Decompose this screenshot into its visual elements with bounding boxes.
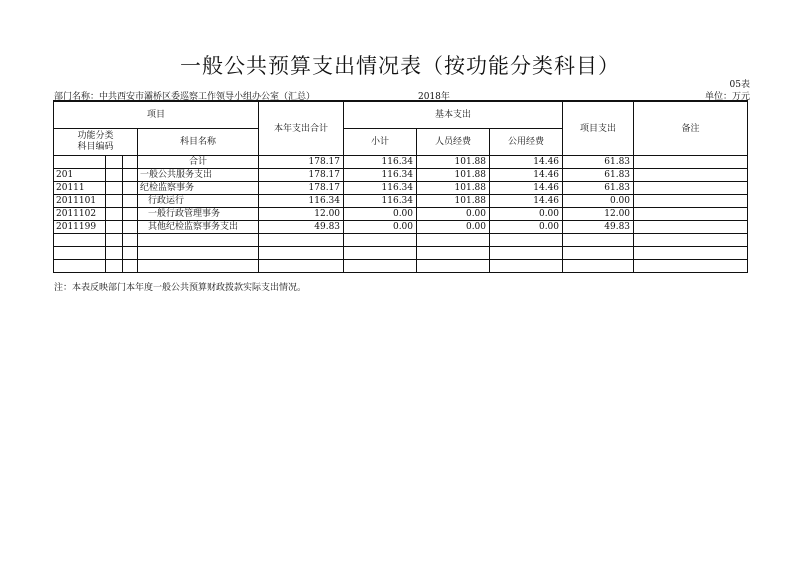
cell-spacer xyxy=(106,221,123,234)
cell-spacer xyxy=(106,234,123,247)
cell-spacer xyxy=(123,156,138,169)
expenditure-table xyxy=(53,100,748,273)
cell-public: 14.46 xyxy=(490,156,563,169)
table-row xyxy=(54,208,748,221)
cell-public: 0.00 xyxy=(490,208,563,221)
cell-spacer xyxy=(106,195,123,208)
cell-name xyxy=(138,260,259,273)
cell-project: 61.83 xyxy=(563,156,634,169)
cell-spacer xyxy=(123,234,138,247)
cell-code xyxy=(54,234,106,247)
cell-name xyxy=(138,234,259,247)
table-row xyxy=(54,156,748,169)
cell-project xyxy=(563,260,634,273)
header-subject-name: 科目名称 xyxy=(138,129,259,156)
table-row xyxy=(54,169,748,182)
cell-name: 其他纪检监察事务支出 xyxy=(138,221,259,234)
table-row xyxy=(54,221,748,234)
cell-subtotal xyxy=(344,260,417,273)
page-title: 一般公共预算支出情况表（按功能分类科目） xyxy=(180,54,620,78)
cell-project: 12.00 xyxy=(563,208,634,221)
cell-subtotal xyxy=(344,234,417,247)
cell-personnel: 101.88 xyxy=(417,156,490,169)
header-total: 本年支出合计 xyxy=(259,101,344,156)
cell-subtotal: 116.34 xyxy=(344,156,417,169)
cell-name: 行政运行 xyxy=(138,195,259,208)
table-row xyxy=(54,260,748,273)
cell-personnel: 101.88 xyxy=(417,195,490,208)
cell-spacer xyxy=(123,247,138,260)
cell-code: 20111 xyxy=(54,182,106,195)
header-func-code-line1: 功能分类 xyxy=(77,131,114,141)
header-basic: 基本支出 xyxy=(344,101,563,129)
department-name: 部门名称：中共西安市灞桥区委巡察工作领导小组办公室（汇总） xyxy=(54,92,316,102)
header-personnel: 人员经费 xyxy=(417,129,490,156)
cell-project xyxy=(563,234,634,247)
cell-code: 2011102 xyxy=(54,208,106,221)
cell-personnel xyxy=(417,247,490,260)
cell-public xyxy=(490,260,563,273)
cell-project: 61.83 xyxy=(563,182,634,195)
cell-subtotal: 0.00 xyxy=(344,221,417,234)
header-public: 公用经费 xyxy=(490,129,563,156)
cell-spacer xyxy=(123,260,138,273)
cell-code xyxy=(54,247,106,260)
cell-total: 178.17 xyxy=(259,169,344,182)
cell-public xyxy=(490,247,563,260)
cell-subtotal xyxy=(344,247,417,260)
cell-spacer xyxy=(106,182,123,195)
cell-remark xyxy=(634,156,748,169)
cell-code xyxy=(54,260,106,273)
cell-name: 一般公共服务支出 xyxy=(138,169,259,182)
header-func-code-line2: 科目编码 xyxy=(77,142,114,152)
cell-name xyxy=(138,247,259,260)
currency-unit: 单位：万元 xyxy=(704,92,750,102)
cell-remark xyxy=(634,208,748,221)
cell-total: 178.17 xyxy=(259,156,344,169)
cell-subtotal: 116.34 xyxy=(344,182,417,195)
header-subtotal: 小计 xyxy=(344,129,417,156)
cell-public: 0.00 xyxy=(490,221,563,234)
cell-name: 纪检监察事务 xyxy=(138,182,259,195)
cell-public: 14.46 xyxy=(490,195,563,208)
cell-spacer xyxy=(106,260,123,273)
cell-remark xyxy=(634,260,748,273)
cell-spacer xyxy=(106,208,123,221)
cell-personnel: 101.88 xyxy=(417,182,490,195)
cell-total xyxy=(259,260,344,273)
form-number: 05表 xyxy=(729,80,750,90)
footnote: 注：本表反映部门本年度一般公共预算财政拨款实际支出情况。 xyxy=(54,283,307,293)
cell-public: 14.46 xyxy=(490,169,563,182)
cell-total xyxy=(259,234,344,247)
cell-personnel: 0.00 xyxy=(417,208,490,221)
cell-spacer xyxy=(123,195,138,208)
cell-public: 14.46 xyxy=(490,182,563,195)
cell-personnel: 101.88 xyxy=(417,169,490,182)
cell-remark xyxy=(634,247,748,260)
cell-spacer xyxy=(123,221,138,234)
report-year: 2018年 xyxy=(418,92,450,102)
cell-spacer xyxy=(106,169,123,182)
cell-code: 2011199 xyxy=(54,221,106,234)
cell-total: 49.83 xyxy=(259,221,344,234)
cell-project: 49.83 xyxy=(563,221,634,234)
cell-remark xyxy=(634,195,748,208)
cell-total: 12.00 xyxy=(259,208,344,221)
table-row xyxy=(54,234,748,247)
cell-name: 合计 xyxy=(138,156,259,169)
cell-personnel xyxy=(417,260,490,273)
cell-spacer xyxy=(106,247,123,260)
cell-remark xyxy=(634,234,748,247)
cell-remark xyxy=(634,182,748,195)
cell-code: 2011101 xyxy=(54,195,106,208)
cell-spacer xyxy=(106,156,123,169)
cell-spacer xyxy=(123,182,138,195)
cell-spacer xyxy=(123,169,138,182)
cell-project: 61.83 xyxy=(563,169,634,182)
cell-total: 178.17 xyxy=(259,182,344,195)
cell-code: 201 xyxy=(54,169,106,182)
cell-subtotal: 0.00 xyxy=(344,208,417,221)
cell-personnel xyxy=(417,234,490,247)
cell-subtotal: 116.34 xyxy=(344,195,417,208)
cell-total xyxy=(259,247,344,260)
cell-subtotal: 116.34 xyxy=(344,169,417,182)
cell-project: 0.00 xyxy=(563,195,634,208)
header-project-exp: 项目支出 xyxy=(563,101,634,156)
cell-spacer xyxy=(123,208,138,221)
cell-name: 一般行政管理事务 xyxy=(138,208,259,221)
cell-code xyxy=(54,156,106,169)
cell-remark xyxy=(634,169,748,182)
cell-public xyxy=(490,234,563,247)
header-remark: 备注 xyxy=(634,101,748,156)
cell-project xyxy=(563,247,634,260)
cell-total: 116.34 xyxy=(259,195,344,208)
header-func-code xyxy=(54,129,138,156)
table-row xyxy=(54,195,748,208)
cell-remark xyxy=(634,221,748,234)
header-project: 项目 xyxy=(54,101,259,129)
table-row xyxy=(54,247,748,260)
cell-personnel: 0.00 xyxy=(417,221,490,234)
table-row xyxy=(54,182,748,195)
